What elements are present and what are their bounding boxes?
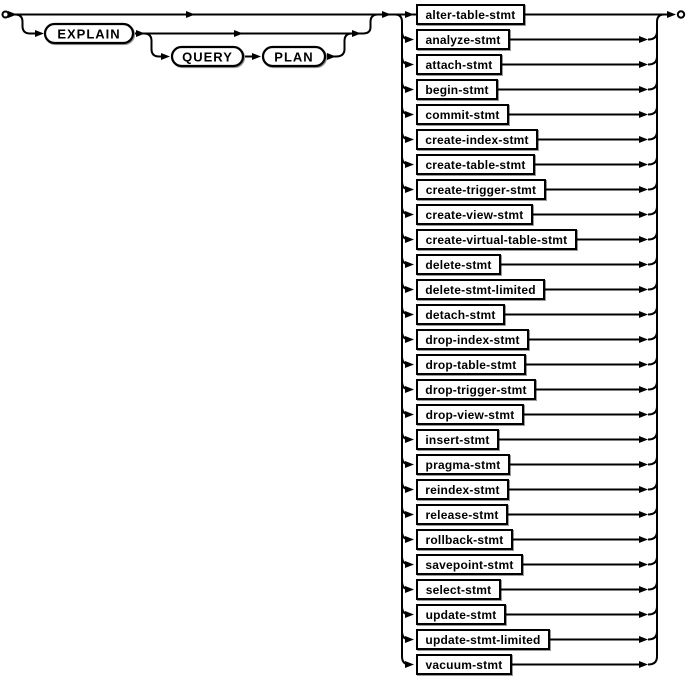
statement-label: rollback-stmt	[425, 532, 504, 547]
row-right-curve	[648, 507, 657, 515]
start-node-icon	[3, 12, 9, 18]
statement-label: update-stmt	[425, 607, 497, 622]
arrowhead-icon	[639, 511, 648, 518]
statement-row	[402, 105, 657, 124]
arrowhead-icon	[405, 111, 414, 118]
arrowhead-icon	[639, 636, 648, 643]
arrowhead-icon	[639, 186, 648, 193]
arrowhead-icon	[405, 411, 414, 418]
arrowhead-icon	[639, 36, 648, 43]
statement-row	[402, 505, 657, 524]
statement-label: commit-stmt	[425, 107, 500, 122]
arrowhead-icon	[639, 386, 648, 393]
arrowhead-icon	[639, 411, 648, 418]
row-right-curve	[648, 482, 657, 490]
statement-label: reindex-stmt	[425, 482, 500, 497]
statement-row	[402, 430, 657, 449]
arrowhead-icon	[405, 486, 414, 493]
statement-label: create-virtual-table-stmt	[425, 232, 568, 247]
arrowhead-icon	[639, 611, 648, 618]
arrowhead-icon	[639, 461, 648, 468]
arrowhead-icon	[405, 236, 414, 243]
arrowhead-icon	[405, 636, 414, 643]
arrowhead-icon	[639, 286, 648, 293]
statement-row	[402, 230, 657, 249]
statement-label: savepoint-stmt	[425, 557, 514, 572]
arrowhead-icon	[405, 536, 414, 543]
arrowhead-icon	[405, 61, 414, 68]
arrowhead-icon	[405, 286, 414, 293]
row-right-curve	[648, 232, 657, 240]
statement-label: detach-stmt	[425, 307, 496, 322]
row-right-curve	[648, 257, 657, 265]
statement-row	[402, 355, 657, 374]
statement-label: begin-stmt	[425, 82, 489, 97]
statement-label: alter-table-stmt	[425, 7, 516, 22]
arrowhead-icon	[639, 586, 648, 593]
statement-row	[402, 155, 657, 174]
arrowhead-icon	[405, 386, 414, 393]
statement-row	[402, 480, 657, 499]
arrowhead-icon	[639, 561, 648, 568]
row-right-curve	[648, 57, 657, 65]
arrowhead-icon	[405, 36, 414, 43]
row-right-curve	[648, 182, 657, 190]
statement-label: delete-stmt-limited	[425, 282, 536, 297]
row-right-curve	[648, 432, 657, 440]
arrowhead-icon	[639, 61, 648, 68]
statement-label: create-view-stmt	[425, 207, 524, 222]
row-right-curve	[648, 332, 657, 340]
arrowhead-icon	[405, 361, 414, 368]
statement-row	[402, 30, 657, 49]
statement-label: create-table-stmt	[425, 157, 526, 172]
statement-row	[402, 605, 657, 624]
arrowhead-icon	[639, 336, 648, 343]
row-right-curve	[648, 32, 657, 40]
statement-row	[402, 630, 657, 649]
statement-row	[402, 330, 657, 349]
arrowhead-icon	[405, 261, 414, 268]
arrowhead-icon	[639, 436, 648, 443]
arrowhead-icon	[639, 486, 648, 493]
arrowhead-icon	[405, 136, 414, 143]
statement-label: drop-index-stmt	[425, 332, 520, 347]
arrowhead-icon	[405, 11, 414, 18]
statement-row	[402, 130, 657, 149]
arrowhead-icon	[405, 586, 414, 593]
row-right-curve	[648, 282, 657, 290]
statement-label: attach-stmt	[425, 57, 493, 72]
statement-label: create-index-stmt	[425, 132, 529, 147]
statement-row	[402, 555, 657, 574]
row-right-curve	[648, 307, 657, 315]
arrowhead-icon	[405, 561, 414, 568]
arrowhead-icon	[405, 161, 414, 168]
statement-row	[402, 180, 657, 199]
keyword-explain	[45, 24, 133, 43]
row-right-curve	[648, 107, 657, 115]
row-right-curve	[648, 632, 657, 640]
statement-label: insert-stmt	[425, 432, 490, 447]
row-right-curve	[648, 582, 657, 590]
arrowhead-icon	[405, 86, 414, 93]
statement-label: release-stmt	[425, 507, 499, 522]
arrowhead-icon	[405, 436, 414, 443]
row-right-curve	[648, 82, 657, 90]
statement-row	[402, 55, 657, 74]
row-right-curve	[648, 207, 657, 215]
keyword-plan	[263, 47, 325, 66]
row-right-curve	[648, 607, 657, 615]
row-right-curve	[648, 557, 657, 565]
statement-rows	[402, 5, 669, 674]
statement-label: drop-trigger-stmt	[425, 382, 527, 397]
arrowhead-icon	[405, 211, 414, 218]
statement-row	[402, 80, 657, 99]
arrowhead-icon	[639, 86, 648, 93]
statement-row	[402, 455, 657, 474]
arrowhead-icon	[639, 361, 648, 368]
arrowhead-icon	[405, 311, 414, 318]
statement-row	[405, 5, 669, 24]
row-right-curve	[648, 382, 657, 390]
arrowhead-icon	[405, 511, 414, 518]
keyword-query-label: QUERY	[182, 49, 233, 65]
row-right-curve	[648, 357, 657, 365]
arrowhead-icon	[639, 236, 648, 243]
keyword-plan-label: PLAN	[274, 49, 314, 65]
statement-label: pragma-stmt	[425, 457, 501, 472]
statement-label: select-stmt	[425, 582, 492, 597]
statement-row	[402, 580, 657, 599]
arrowhead-icon	[639, 261, 648, 268]
statement-row	[402, 255, 657, 274]
statement-label: analyze-stmt	[425, 32, 501, 47]
arrowhead-icon	[639, 211, 648, 218]
row-right-curve	[648, 157, 657, 165]
keyword-query	[172, 47, 243, 66]
connector-lines	[8, 15, 669, 657]
statement-label: drop-view-stmt	[425, 407, 515, 422]
arrowhead-icon	[639, 161, 648, 168]
statement-row	[402, 305, 657, 324]
arrowhead-icon	[405, 336, 414, 343]
arrowhead-icon	[405, 186, 414, 193]
arrowhead-icon	[405, 461, 414, 468]
arrowhead-icon	[639, 111, 648, 118]
statement-row	[402, 405, 657, 424]
statement-label: vacuum-stmt	[425, 657, 503, 672]
statement-row	[402, 205, 657, 224]
statement-row	[402, 280, 657, 299]
statement-row	[402, 530, 657, 549]
arrowhead-icon	[405, 611, 414, 618]
row-right-curve	[648, 532, 657, 540]
statement-row	[402, 380, 657, 399]
statement-label: create-trigger-stmt	[425, 182, 537, 197]
arrowhead-icon	[639, 311, 648, 318]
statement-label: delete-stmt	[425, 257, 492, 272]
row-right-curve	[648, 132, 657, 140]
row-right-curve	[648, 407, 657, 415]
arrowhead-icon	[639, 136, 648, 143]
arrowhead-icon	[405, 661, 414, 668]
keyword-explain-label: EXPLAIN	[57, 26, 121, 42]
end-node-icon	[678, 11, 684, 17]
statement-label: drop-table-stmt	[425, 357, 517, 372]
arrowhead-icon	[639, 536, 648, 543]
row-right-curve	[648, 657, 657, 665]
row-right-curve	[648, 457, 657, 465]
statement-label: update-stmt-limited	[425, 632, 541, 647]
arrowhead-icon	[639, 661, 648, 668]
statement-row	[402, 655, 657, 674]
